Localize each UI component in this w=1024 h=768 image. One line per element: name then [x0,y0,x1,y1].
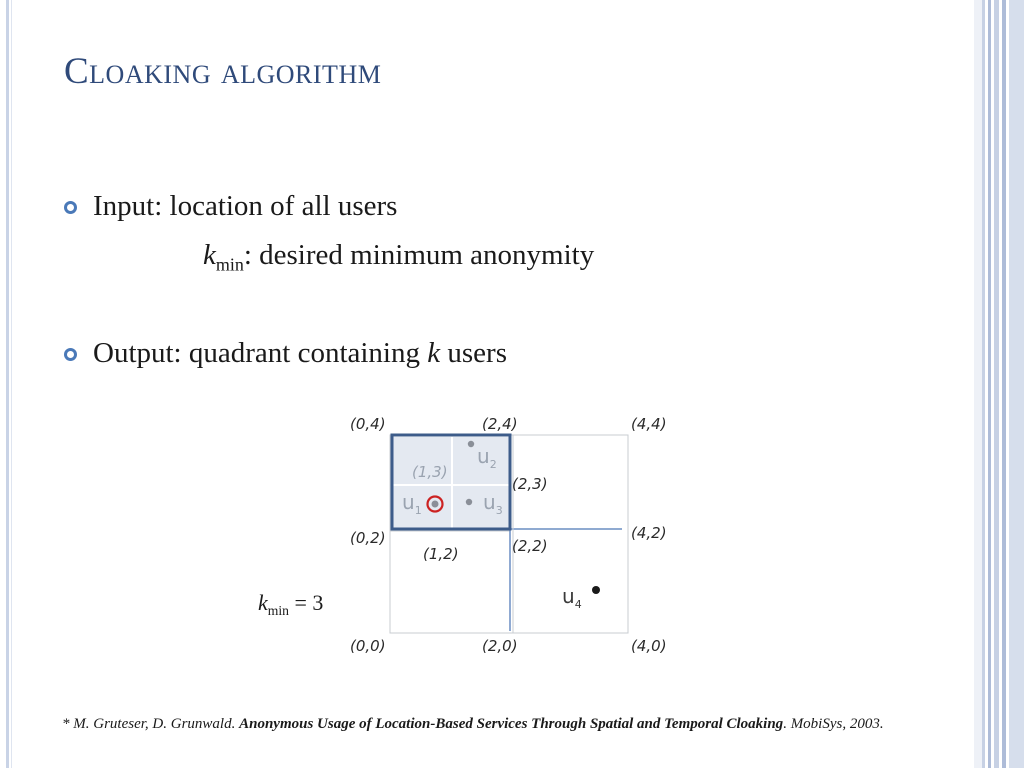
kmin-label [258,590,323,619]
label-0-0: (0,0) [350,637,386,655]
label-4-4: (4,4) [631,415,667,433]
left-border [6,0,9,768]
slide-title: Cloaking algorithm [64,51,382,92]
k-var: k [258,590,268,615]
k-var: k [203,239,216,271]
input-kmin-line [203,239,594,275]
label-1-2: (1,2) [423,545,459,563]
label-4-2: (4,2) [631,524,667,542]
user-u2-dot [468,441,474,447]
label-2-0: (2,0) [482,637,518,655]
label-2-2: (2,2) [512,537,548,555]
bullet-icon [64,348,77,361]
bullet-input-text: Input: location of all users [93,190,398,222]
footnote-star: * [62,716,70,732]
label-4-0: (4,0) [631,637,667,655]
user-u1-label: $u_1$ [402,490,422,517]
footnote-paper-title: Anonymous Usage of Location-Based Services Through Spatial and Temporal Cloaking [239,716,784,732]
quadtree-diagram [330,405,680,660]
user-u2-label: $u_2$ [477,444,497,471]
user-u4-label: $u_4$ [562,584,582,611]
label-2-3: (2,3) [512,475,548,493]
k-subscript: min [215,254,244,275]
bullet-output-text [93,337,507,370]
footnote-venue: . MobiSys, 2003. [783,716,884,732]
user-u3-label: $u_3$ [483,490,503,517]
label-0-2: (0,2) [350,529,386,547]
k-subscript: min [267,602,289,618]
label-2-4: (2,4) [482,415,518,433]
label-0-4: (0,4) [350,415,386,433]
k-var: k [427,337,441,369]
input-kmin-text: : desired minimum anonymity [243,239,595,271]
bullet-icon [64,201,77,214]
user-u1-dot [432,501,439,508]
user-u4-dot [592,586,600,594]
right-border-frame [974,0,1024,768]
footnote-authors: M. Gruteser, D. Grunwald. [69,716,240,732]
kmin-value: = 3 [288,590,324,615]
left-border-inner [11,0,12,768]
output-text-pre: Output: quadrant containing [93,337,428,369]
label-1-3: (1,3) [412,463,448,481]
citation-footnote [62,714,982,735]
output-text-post: users [440,337,507,369]
user-u3-dot [466,499,472,505]
